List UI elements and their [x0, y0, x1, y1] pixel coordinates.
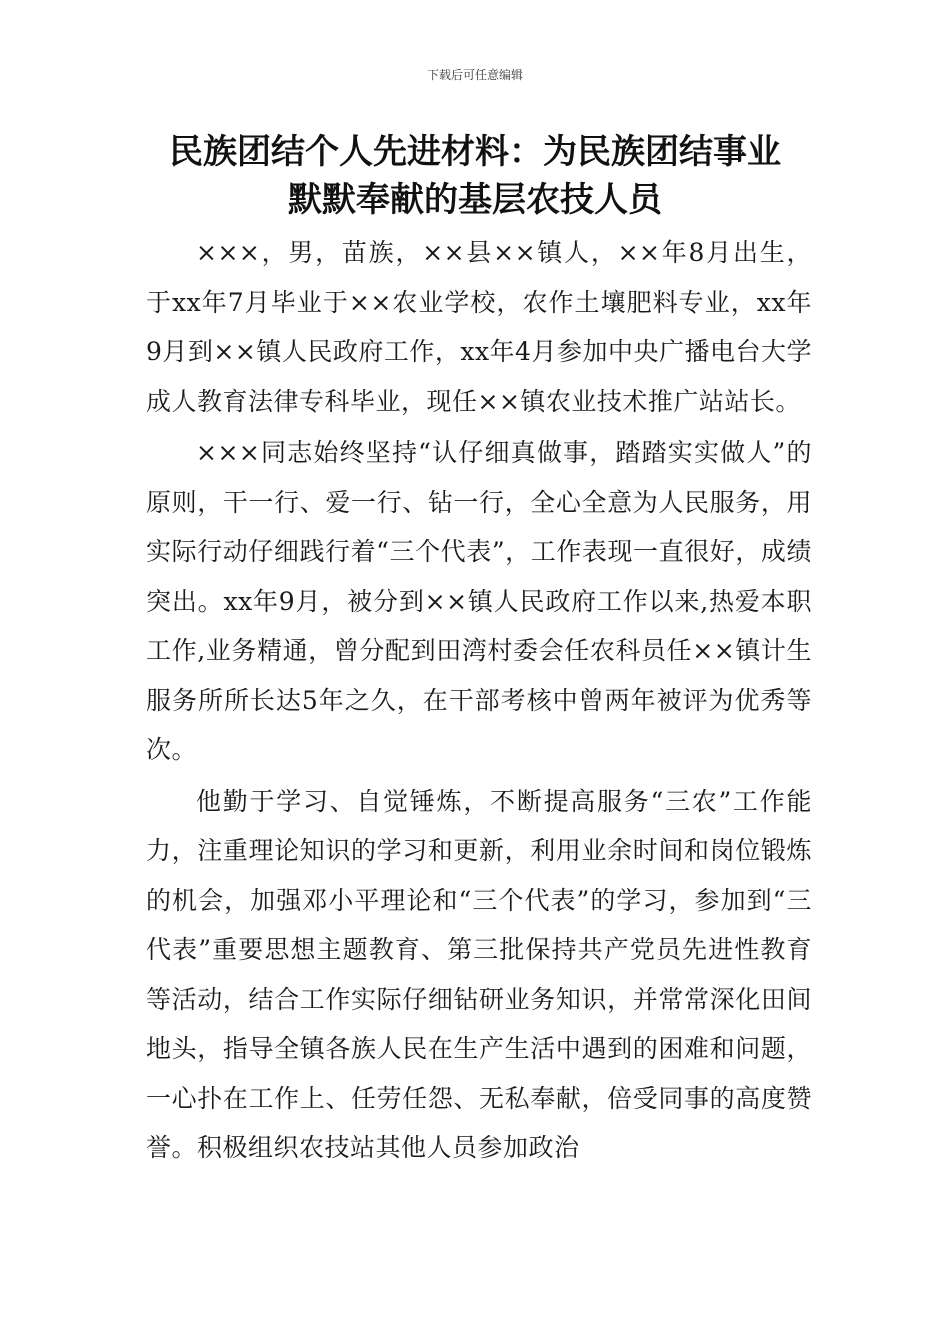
- paragraph-1: ×××，男，苗族，××县××镇人，××年8月出生，于xx年7月毕业于××农业学校，农作土壤肥料专业，xx年9月到××镇人民政府工作，xx年4月参加中央广播电台大学成人教育法律专科毕业，现任××镇农业技术推广站站长。: [146, 238, 812, 416]
- title-line-1: 民族团结个人先进材料：为民族团结事业: [169, 132, 781, 172]
- document-title: [100, 128, 850, 224]
- paragraph-3: 他勤于学习、自觉锤炼，不断提高服务“三农”工作能力，注重理论知识的学习和更新，利用业余时间和岗位锻炼的机会，加强邓小平理论和“三个代表”的学习，参加到“三代表”重要思想主题教育、第三批保持共产党员先进性教育等活动，结合工作实际仔细钻研业务知识，并常常深化田间地头，指导全镇各族人民在生产生活中遇到的困难和问题，一心扑在工作上、任劳任怨、无私奉献，倍受同事的高度赞誉。积极组织农技站其他人员参加政治: [146, 786, 812, 1162]
- document-body: [146, 228, 812, 1175]
- title-line-2: 默默奉献的基层农技人员: [288, 180, 662, 220]
- paragraph-2: ×××同志始终坚持“认仔细真做事，踏踏实实做人”的原则，干一行、爱一行、钻一行，全心全意为人民服务，用实际行动仔细践行着“三个代表”，工作表现一直很好，成绩突出。xx年9月，被分到××镇人民政府工作以来,热爱本职工作,业务精通，曾分配到田湾村委会任农科员任××镇计生服务所所长达5年之久，在干部考核中曾两年被评为优秀等次。: [146, 438, 812, 764]
- header-note: 下载后可任意编辑: [426, 68, 523, 82]
